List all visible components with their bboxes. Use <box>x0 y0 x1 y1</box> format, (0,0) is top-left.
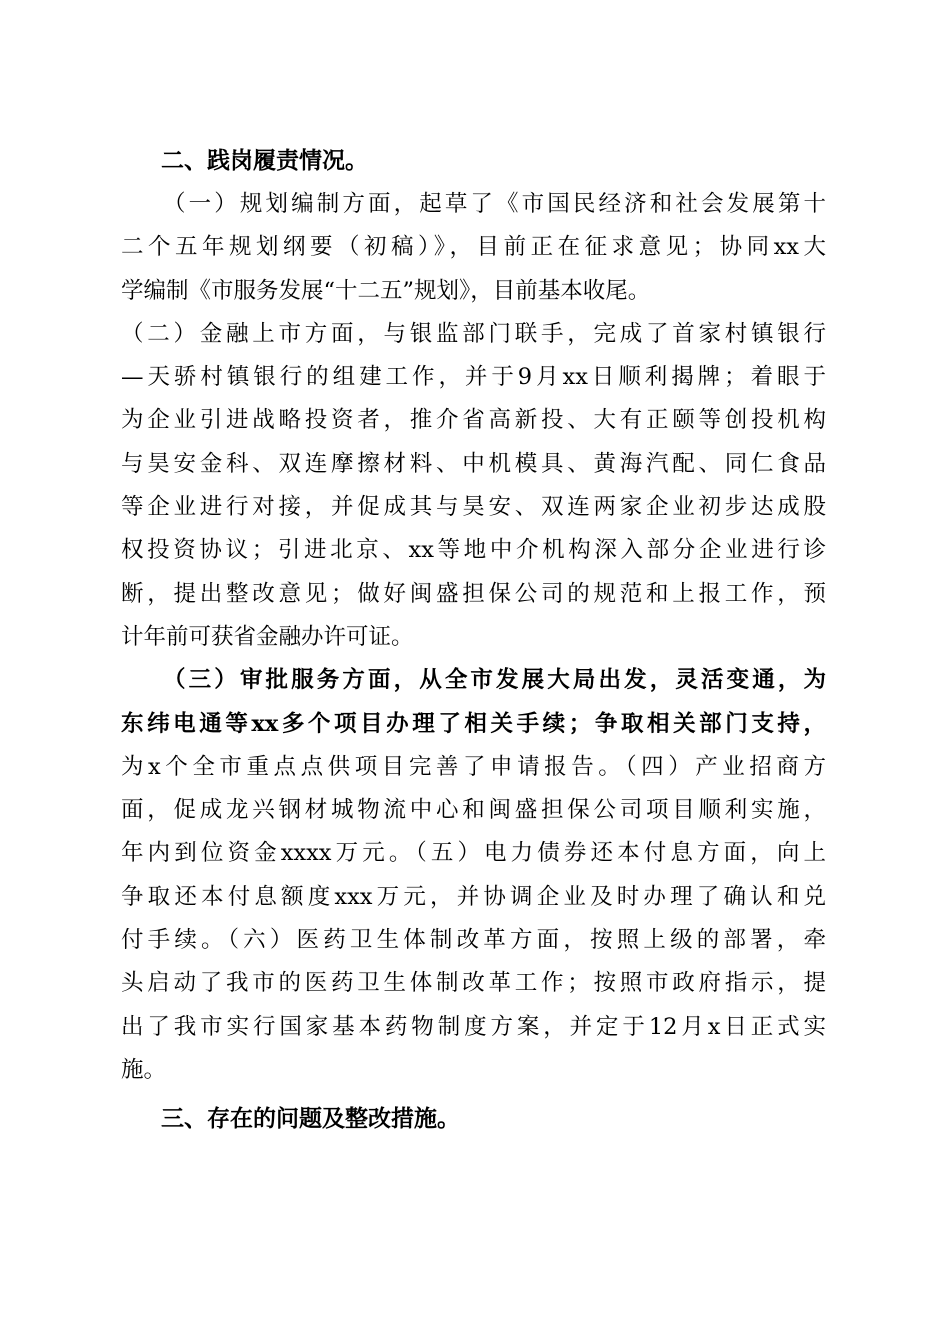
text-line: （三）审批服务方面，从全市发展大局出发，灵活变通，为 <box>163 667 826 694</box>
section-heading-3: 三、存在的问题及整改措施。 <box>161 1106 460 1133</box>
paragraph-finance <box>121 313 826 659</box>
paragraph-approval-services <box>121 659 826 1092</box>
section-heading-2: 二、践岗履责情况。 <box>161 148 368 174</box>
text-line: 付手续。（六）医药卫生体制改革方面，按照上级的部署，牵 <box>121 927 826 954</box>
text-line: 断，提出整改意见；做好闽盛担保公司的规范和上报工作，预 <box>121 580 826 607</box>
text-line: 出了我市实行国家基本药物制度方案，并定于12月x日正式实 <box>121 1013 826 1040</box>
text-line: 二个五年规划纲要（初稿）》，目前正在征求意见；协同xx大 <box>121 234 826 261</box>
text-line: —天骄村镇银行的组建工作，并于9月xx日顺利揭牌；着眼于 <box>121 364 826 391</box>
text-line: 等企业进行对接，并促成其与昊安、双连两家企业初步达成股 <box>121 494 826 521</box>
text-line: 东纬电通等xx多个项目办理了相关手续；争取相关部门支持， <box>121 710 826 737</box>
text-line: （二）金融上市方面，与银监部门联手，完成了首家村镇银行 <box>121 320 826 347</box>
text-line: 权投资协议；引进北京、xx等地中介机构深入部分企业进行诊 <box>121 537 826 564</box>
text-line: 头启动了我市的医药卫生体制改革工作；按照市政府指示，提 <box>121 970 826 997</box>
text-line: 面，促成龙兴钢材城物流中心和闽盛担保公司项目顺利实施， <box>121 797 826 824</box>
text-line: 计年前可获省金融办许可证。 <box>121 623 414 650</box>
text-line: 为企业引进战略投资者，推介省高新投、大有正颐等创投机构 <box>121 407 826 434</box>
text-line: 施。 <box>121 1056 167 1083</box>
text-line: 为x个全市重点点供项目完善了申请报告。（四）产业招商方 <box>121 753 826 780</box>
text-line: （一）规划编制方面，起草了《市国民经济和社会发展第十 <box>163 191 826 217</box>
paragraph-planning <box>121 183 826 313</box>
text-line: 争取还本付息额度xxx万元，并协调企业及时办理了确认和兑 <box>121 883 826 910</box>
document-page <box>121 140 826 1141</box>
text-line: 年内到位资金xxxx万元。（五）电力债券还本付息方面，向上 <box>121 840 826 867</box>
text-line: 与昊安金科、双连摩擦材料、中机模具、黄海汽配、同仁食品 <box>121 450 826 477</box>
text-line: 学编制《市服务发展“十二五”规划》，目前基本收尾。 <box>121 277 651 304</box>
